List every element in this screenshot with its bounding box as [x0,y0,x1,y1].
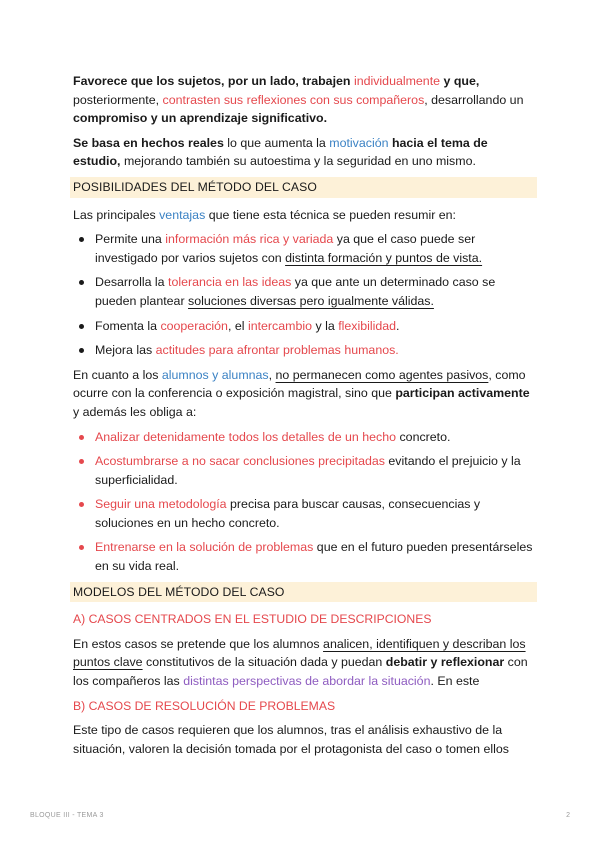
list-item: Entrenarse en la solución de problemas que en el futuro pueden presentárseles en su vida real. [73,538,533,575]
bold-text: y que, [443,74,480,88]
text: lo que aumenta la [227,135,326,150]
list-item: Permite una información más rica y variada ya que el caso puede ser investigado por varios sujetos con distinta formación y puntos de vista. [73,230,533,267]
bold-text: hacia el tema de estudio, [73,135,488,169]
bold-text: compromiso y un aprendizaje significativo. [73,111,328,126]
paragraph-descriptions: En estos casos se pretende que los alumnos analicen, identifiquen y describan los puntos clave constitutivos de la situación dada y puedan debatir y reflexionar con los compañeros las distintas perspectivas de abordar la situación. En este [73,636,528,689]
paragraph-students: En cuanto a los alumnos y alumnas, no permanecen como agentes pasivos, como ocurre con la conferencia o exposición magistral, sino que participan activamente y además les obliga a: [73,367,530,419]
list-item: Analizar detenidamente todos los detalles de un hecho concreto. [73,428,533,447]
text: , desarrollando un [424,92,524,107]
section-heading-models: MODELOS DEL MÉTODO DEL CASO [70,582,537,603]
highlight-text: motivación [329,135,389,150]
paragraph-advantages [73,206,533,225]
paragraph-real-facts [73,134,533,171]
obligations-list [73,428,533,576]
paragraph-intro [73,72,533,128]
text: que tiene esta técnica se pueden resumir en: [208,207,456,222]
list-item: Mejora las actitudes para afrontar problemas humanos. [73,341,533,360]
list-item: Fomenta la cooperación, el intercambio y la flexibilidad. [73,317,533,336]
list-item: Seguir una metodología precisa para buscar causas, consecuencias y soluciones en un hecho concreto. [73,495,533,532]
section-heading-possibilities: POSIBILIDADES DEL MÉTODO DEL CASO [70,177,537,198]
document-body [73,72,533,764]
text: posteriormente, [73,92,160,107]
highlight-text: ventajas [159,207,206,222]
text: mejorando también su autoestima y la seguridad en uno mismo. [123,154,476,169]
subheading-problem-solving: B) CASOS DE RESOLUCIÓN DE PROBLEMAS [73,698,336,713]
footer-section-label: BLOQUE III - TEMA 3 [30,812,104,819]
advantages-list [73,230,533,360]
list-item: Acostumbrarse a no sacar conclusiones precipitadas evitando el prejuicio y la superficialidad. [73,452,533,489]
text: Las principales [73,207,156,222]
bold-text: Favorece que los sujetos, por un lado, trabajen [73,74,351,88]
highlight-text: individualmente [353,74,441,88]
highlight-text: contrasten sus reflexiones con sus compañeros [162,92,425,107]
paragraph-problem-solving: Este tipo de casos requieren que los alumnos, tras el análisis exhaustivo de la situación, valoren la decisión tomada por el protagonista del caso o tomen ellos [73,723,509,756]
subheading-descriptions: A) CASOS CENTRADOS EN EL ESTUDIO DE DESCRIPCIONES [73,612,432,627]
bold-text: Se basa en hechos reales [73,135,224,150]
list-item: Desarrolla la tolerancia en las ideas ya que ante un determinado caso se pueden plantear soluciones diversas pero igualmente válidas. [73,273,533,310]
page-number: 2 [566,812,570,819]
